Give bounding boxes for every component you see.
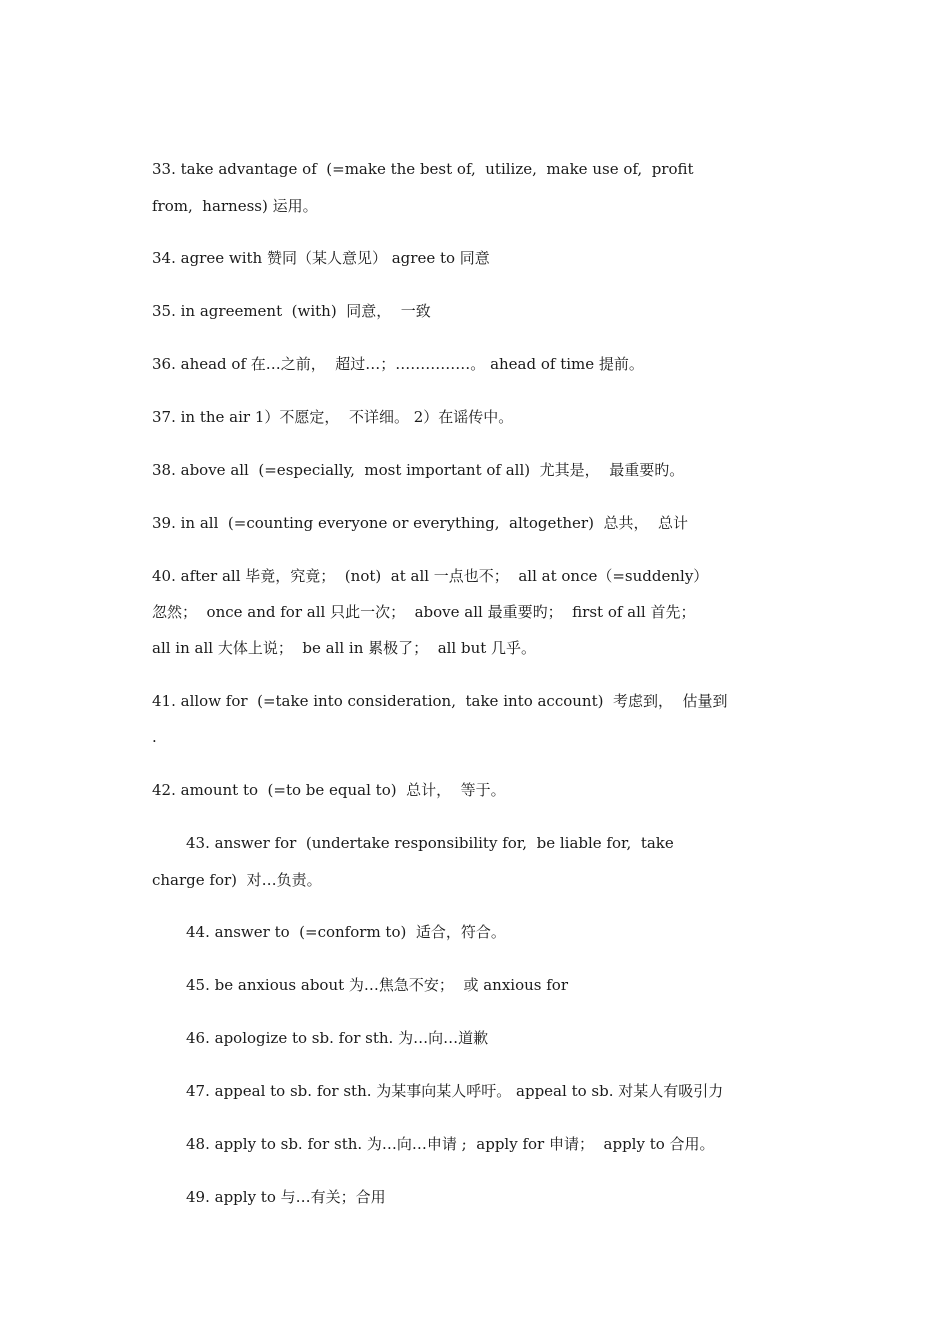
entry-47: 47. appeal to sb. for sth. 为某事向某人呼吁。 appeal to sb. 对某人有吸引力	[186, 1082, 724, 1100]
entry-38: 38. above all (=especially, most important of all) 尤其是， 最重要旳。	[152, 461, 685, 479]
entry-45: 45. be anxious about 为…焦急不安； 或 anxious for	[186, 976, 568, 994]
entry-43-line-1: 43. answer for (undertake responsibility for, be liable for, take	[186, 834, 674, 852]
entry-37: 37. in the air 1）不愿定， 不详细。 2）在谣传中。	[152, 408, 514, 426]
entry-46: 46. apologize to sb. for sth. 为…向…道歉	[186, 1029, 489, 1047]
entry-40-line-1: 40. after all 毕竟，究竟； (not) at all 一点也不； all at once（=suddenly）	[152, 567, 709, 585]
entry-41-line-1: 41. allow for (=take into consideration, take into account) 考虑到， 估量到	[152, 692, 728, 710]
entry-40-line-3: all in all 大体上说； be all in 累极了； all but 几乎。	[152, 639, 537, 657]
entry-35: 35. in agreement (with) 同意， 一致	[152, 302, 431, 320]
entry-40-line-2: 忽然； once and for all 只此一次； above all 最重要旳； first of all 首先；	[152, 603, 696, 621]
entry-49: 49. apply to 与…有关；合用	[186, 1188, 386, 1206]
entry-36: 36. ahead of 在…之前， 超过…；……………。 ahead of time 提前。	[152, 355, 644, 373]
entry-42: 42. amount to (=to be equal to) 总计， 等于。	[152, 781, 506, 799]
entry-44: 44. answer to (=conform to) 适合，符合。	[186, 923, 506, 941]
entry-41-line-2: .	[152, 728, 157, 746]
entry-34: 34. agree with 赞同（某人意见） agree to 同意	[152, 249, 490, 267]
entry-33-line-1: 33. take advantage of (=make the best of, utilize, make use of, profit	[152, 160, 694, 178]
entry-48: 48. apply to sb. for sth. 为…向…申请 ; apply for 申请； apply to 合用。	[186, 1135, 715, 1153]
entry-43-line-2: charge for) 对…负责。	[152, 871, 322, 889]
entry-33-line-2: from, harness) 运用。	[152, 197, 318, 215]
entry-39: 39. in all (=counting everyone or everything, altogether) 总共， 总计	[152, 514, 688, 532]
